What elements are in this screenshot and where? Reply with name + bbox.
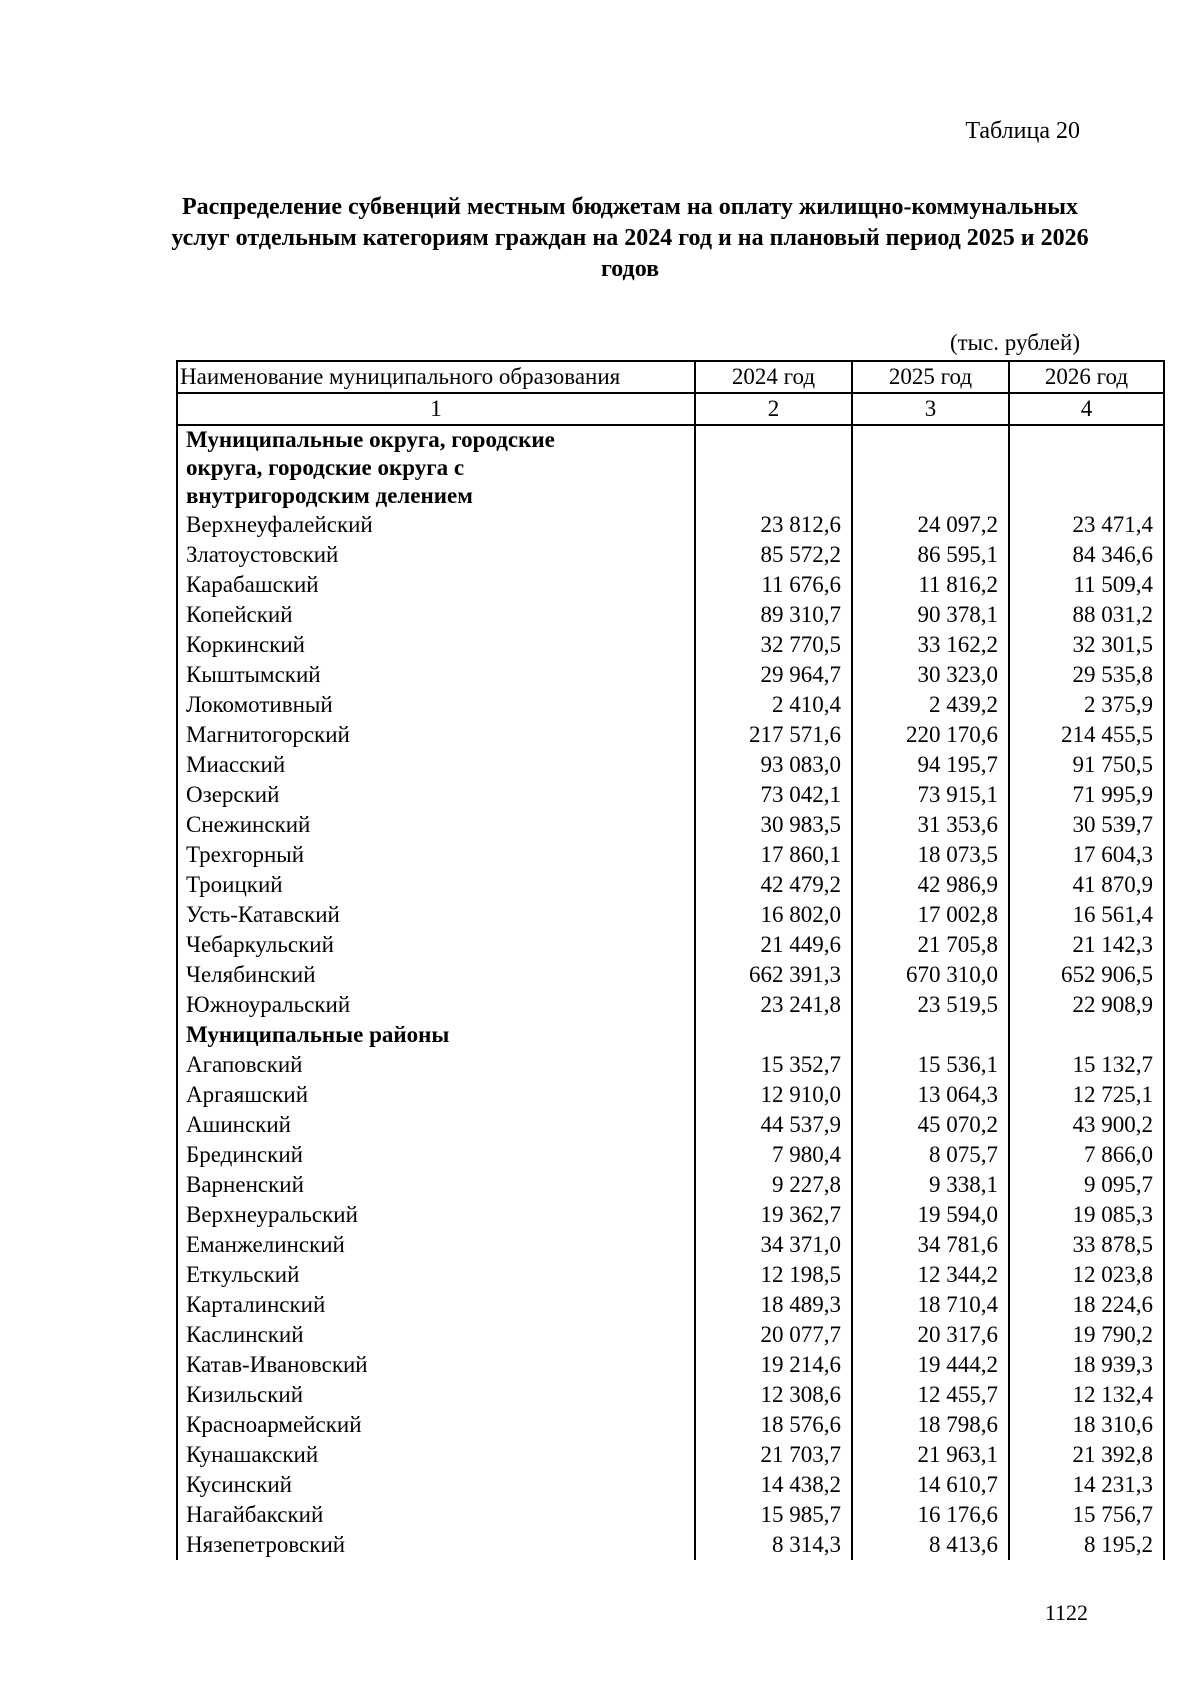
table-number: Таблица 20 — [965, 118, 1080, 144]
table-row — [177, 720, 1164, 750]
municipality-name: Чебаркульский — [177, 930, 695, 960]
amount-cell: 88 031,2 — [1009, 600, 1164, 630]
amount-cell: 24 097,2 — [852, 510, 1009, 540]
amount-cell: 8 075,7 — [852, 1140, 1009, 1170]
municipality-name: Усть-Катавский — [177, 900, 695, 930]
municipality-name: Озерский — [177, 780, 695, 810]
amount-cell: 15 352,7 — [695, 1050, 852, 1080]
table-row — [177, 540, 1164, 570]
table-row — [177, 960, 1164, 990]
municipality-name: Нязепетровский — [177, 1530, 695, 1560]
amount-cell: 12 308,6 — [695, 1380, 852, 1410]
amount-cell: 71 995,9 — [1009, 780, 1164, 810]
table-row — [177, 1500, 1164, 1530]
header-row — [177, 361, 1164, 393]
municipality-name: Еткульский — [177, 1260, 695, 1290]
table-row — [177, 1260, 1164, 1290]
table-row — [177, 1080, 1164, 1110]
table-row — [177, 1530, 1164, 1560]
amount-cell: 8 413,6 — [852, 1530, 1009, 1560]
table-row — [177, 1290, 1164, 1320]
amount-cell: 14 231,3 — [1009, 1470, 1164, 1500]
table-row — [177, 1140, 1164, 1170]
amount-cell: 45 070,2 — [852, 1110, 1009, 1140]
amount-cell: 2 375,9 — [1009, 690, 1164, 720]
municipality-name: Аргаяшский — [177, 1080, 695, 1110]
document-title: Распределение субвенций местным бюджетам на оплату жилищно-коммунальных услуг отдельным категориям граждан на 2024 год и на плановый период 2025 и 2026 годов — [171, 194, 1089, 282]
table-row — [177, 810, 1164, 840]
table-row — [177, 1470, 1164, 1500]
amount-cell: 84 346,6 — [1009, 540, 1164, 570]
amount-cell: 11 676,6 — [695, 570, 852, 600]
amount-cell: 23 812,6 — [695, 510, 852, 540]
table-row — [177, 660, 1164, 690]
amount-cell: 18 576,6 — [695, 1410, 852, 1440]
amount-cell: 17 604,3 — [1009, 840, 1164, 870]
municipality-name: Красноармейский — [177, 1410, 695, 1440]
amount-cell: 18 798,6 — [852, 1410, 1009, 1440]
section-title: Муниципальные районы — [177, 1020, 695, 1050]
table-row — [177, 1380, 1164, 1410]
amount-cell: 20 317,6 — [852, 1320, 1009, 1350]
municipality-name: Карабашский — [177, 570, 695, 600]
amount-cell: 29 535,8 — [1009, 660, 1164, 690]
municipality-name: Катав-Ивановский — [177, 1350, 695, 1380]
municipality-name: Снежинский — [177, 810, 695, 840]
amount-cell: 11 816,2 — [852, 570, 1009, 600]
amount-cell: 18 939,3 — [1009, 1350, 1164, 1380]
amount-cell: 90 378,1 — [852, 600, 1009, 630]
table-row — [177, 1410, 1164, 1440]
amount-cell: 34 781,6 — [852, 1230, 1009, 1260]
table-row — [177, 1320, 1164, 1350]
municipality-name: Трехгорный — [177, 840, 695, 870]
amount-cell: 19 444,2 — [852, 1350, 1009, 1380]
table-row — [177, 1170, 1164, 1200]
table-row — [177, 1110, 1164, 1140]
amount-cell: 19 362,7 — [695, 1200, 852, 1230]
amount-cell: 12 344,2 — [852, 1260, 1009, 1290]
amount-cell: 21 963,1 — [852, 1440, 1009, 1470]
amount-cell: 32 301,5 — [1009, 630, 1164, 660]
amount-cell: 9 095,7 — [1009, 1170, 1164, 1200]
table-row — [177, 600, 1164, 630]
table-row — [177, 1230, 1164, 1260]
amount-cell: 20 077,7 — [695, 1320, 852, 1350]
empty-cell — [852, 1020, 1009, 1050]
amount-cell: 12 132,4 — [1009, 1380, 1164, 1410]
amount-cell: 9 227,8 — [695, 1170, 852, 1200]
amount-cell: 19 214,6 — [695, 1350, 852, 1380]
amount-cell: 86 595,1 — [852, 540, 1009, 570]
municipality-name: Кусинский — [177, 1470, 695, 1500]
amount-cell: 94 195,7 — [852, 750, 1009, 780]
amount-cell: 17 002,8 — [852, 900, 1009, 930]
amount-cell: 7 866,0 — [1009, 1140, 1164, 1170]
amount-cell: 42 986,9 — [852, 870, 1009, 900]
table-row — [177, 900, 1164, 930]
amount-cell: 21 449,6 — [695, 930, 852, 960]
table-row — [177, 750, 1164, 780]
amount-cell: 34 371,0 — [695, 1230, 852, 1260]
municipality-name: Южноуральский — [177, 990, 695, 1020]
amount-cell: 11 509,4 — [1009, 570, 1164, 600]
amount-cell: 15 132,7 — [1009, 1050, 1164, 1080]
column-header-2025: 2025 год — [852, 361, 1009, 393]
amount-cell: 21 703,7 — [695, 1440, 852, 1470]
amount-cell: 33 878,5 — [1009, 1230, 1164, 1260]
column-number: 4 — [1009, 393, 1164, 425]
amount-cell: 14 438,2 — [695, 1470, 852, 1500]
amount-cell: 18 310,6 — [1009, 1410, 1164, 1440]
amount-cell: 2 439,2 — [852, 690, 1009, 720]
amount-cell: 21 142,3 — [1009, 930, 1164, 960]
amount-cell: 12 023,8 — [1009, 1260, 1164, 1290]
amount-cell: 43 900,2 — [1009, 1110, 1164, 1140]
empty-cell — [695, 1020, 852, 1050]
municipality-name: Копейский — [177, 600, 695, 630]
amount-cell: 670 310,0 — [852, 960, 1009, 990]
amount-cell: 15 536,1 — [852, 1050, 1009, 1080]
amount-cell: 19 790,2 — [1009, 1320, 1164, 1350]
amount-cell: 21 705,8 — [852, 930, 1009, 960]
table-row — [177, 570, 1164, 600]
municipality-name: Каслинский — [177, 1320, 695, 1350]
municipality-name: Троицкий — [177, 870, 695, 900]
amount-cell: 85 572,2 — [695, 540, 852, 570]
amount-cell: 13 064,3 — [852, 1080, 1009, 1110]
empty-cell — [695, 425, 852, 510]
municipality-name: Локомотивный — [177, 690, 695, 720]
table-row — [177, 1350, 1164, 1380]
amount-cell: 15 756,7 — [1009, 1500, 1164, 1530]
amount-cell: 662 391,3 — [695, 960, 852, 990]
municipality-name: Коркинский — [177, 630, 695, 660]
amount-cell: 41 870,9 — [1009, 870, 1164, 900]
column-number-row — [177, 393, 1164, 425]
amount-cell: 16 802,0 — [695, 900, 852, 930]
table-row — [177, 1200, 1164, 1230]
municipality-name: Верхнеуфалейский — [177, 510, 695, 540]
municipality-name: Челябинский — [177, 960, 695, 990]
page-number: 1122 — [1044, 1600, 1088, 1625]
amount-cell: 73 915,1 — [852, 780, 1009, 810]
amount-cell: 12 725,1 — [1009, 1080, 1164, 1110]
column-header-2024: 2024 год — [695, 361, 852, 393]
amount-cell: 17 860,1 — [695, 840, 852, 870]
amount-cell: 18 489,3 — [695, 1290, 852, 1320]
amount-cell: 23 241,8 — [695, 990, 852, 1020]
column-header-name: Наименование муниципального образования — [177, 361, 695, 393]
municipality-name: Еманжелинский — [177, 1230, 695, 1260]
amount-cell: 93 083,0 — [695, 750, 852, 780]
table-row — [177, 990, 1164, 1020]
amount-cell: 42 479,2 — [695, 870, 852, 900]
amount-cell: 73 042,1 — [695, 780, 852, 810]
column-header-2026: 2026 год — [1009, 361, 1164, 393]
empty-cell — [852, 425, 1009, 510]
table-row — [177, 1440, 1164, 1470]
municipality-name: Ашинский — [177, 1110, 695, 1140]
section-title: Муниципальные округа, городские округа, городские округа с внутригородским делением — [177, 425, 695, 510]
municipality-name: Брединский — [177, 1140, 695, 1170]
amount-cell: 14 610,7 — [852, 1470, 1009, 1500]
table-row — [177, 690, 1164, 720]
amount-cell: 19 594,0 — [852, 1200, 1009, 1230]
municipality-name: Кунашакский — [177, 1440, 695, 1470]
amount-cell: 32 770,5 — [695, 630, 852, 660]
empty-cell — [1009, 1020, 1164, 1050]
amount-cell: 22 908,9 — [1009, 990, 1164, 1020]
table-row — [177, 870, 1164, 900]
amount-cell: 31 353,6 — [852, 810, 1009, 840]
table-row — [177, 630, 1164, 660]
municipality-name: Кизильский — [177, 1380, 695, 1410]
amount-cell: 23 471,4 — [1009, 510, 1164, 540]
amount-cell: 91 750,5 — [1009, 750, 1164, 780]
amount-cell: 89 310,7 — [695, 600, 852, 630]
section-header-row — [177, 425, 1164, 510]
amount-cell: 652 906,5 — [1009, 960, 1164, 990]
municipality-name: Нагайбакский — [177, 1500, 695, 1530]
amount-cell: 12 910,0 — [695, 1080, 852, 1110]
municipality-name: Миасский — [177, 750, 695, 780]
column-number: 2 — [695, 393, 852, 425]
amount-cell: 220 170,6 — [852, 720, 1009, 750]
municipality-name: Златоустовский — [177, 540, 695, 570]
table-row — [177, 780, 1164, 810]
amount-cell: 30 323,0 — [852, 660, 1009, 690]
municipality-name: Верхнеуральский — [177, 1200, 695, 1230]
amount-cell: 15 985,7 — [695, 1500, 852, 1530]
amount-cell: 8 314,3 — [695, 1530, 852, 1560]
amount-cell: 18 224,6 — [1009, 1290, 1164, 1320]
amount-cell: 16 176,6 — [852, 1500, 1009, 1530]
amount-cell: 12 198,5 — [695, 1260, 852, 1290]
table-row — [177, 510, 1164, 540]
amount-cell: 23 519,5 — [852, 990, 1009, 1020]
amount-cell: 9 338,1 — [852, 1170, 1009, 1200]
municipality-name: Карталинский — [177, 1290, 695, 1320]
amount-cell: 30 983,5 — [695, 810, 852, 840]
empty-cell — [1009, 425, 1164, 510]
amount-cell: 29 964,7 — [695, 660, 852, 690]
amount-cell: 33 162,2 — [852, 630, 1009, 660]
amount-cell: 7 980,4 — [695, 1140, 852, 1170]
amount-cell: 2 410,4 — [695, 690, 852, 720]
column-number: 3 — [852, 393, 1009, 425]
amount-cell: 21 392,8 — [1009, 1440, 1164, 1470]
municipality-name: Кыштымский — [177, 660, 695, 690]
amount-cell: 19 085,3 — [1009, 1200, 1164, 1230]
amount-cell: 16 561,4 — [1009, 900, 1164, 930]
amount-cell: 8 195,2 — [1009, 1530, 1164, 1560]
municipality-name: Варненский — [177, 1170, 695, 1200]
amount-cell: 30 539,7 — [1009, 810, 1164, 840]
amount-cell: 217 571,6 — [695, 720, 852, 750]
unit-label: (тыс. рублей) — [949, 330, 1080, 355]
column-number: 1 — [177, 393, 695, 425]
amount-cell: 44 537,9 — [695, 1110, 852, 1140]
amount-cell: 12 455,7 — [852, 1380, 1009, 1410]
section-header-row — [177, 1020, 1164, 1050]
subvention-table — [176, 360, 1165, 1560]
municipality-name: Магнитогорский — [177, 720, 695, 750]
amount-cell: 18 710,4 — [852, 1290, 1009, 1320]
table-row — [177, 840, 1164, 870]
amount-cell: 18 073,5 — [852, 840, 1009, 870]
amount-cell: 214 455,5 — [1009, 720, 1164, 750]
municipality-name: Агаповский — [177, 1050, 695, 1080]
table-row — [177, 930, 1164, 960]
table-body — [177, 425, 1164, 1560]
table-row — [177, 1050, 1164, 1080]
